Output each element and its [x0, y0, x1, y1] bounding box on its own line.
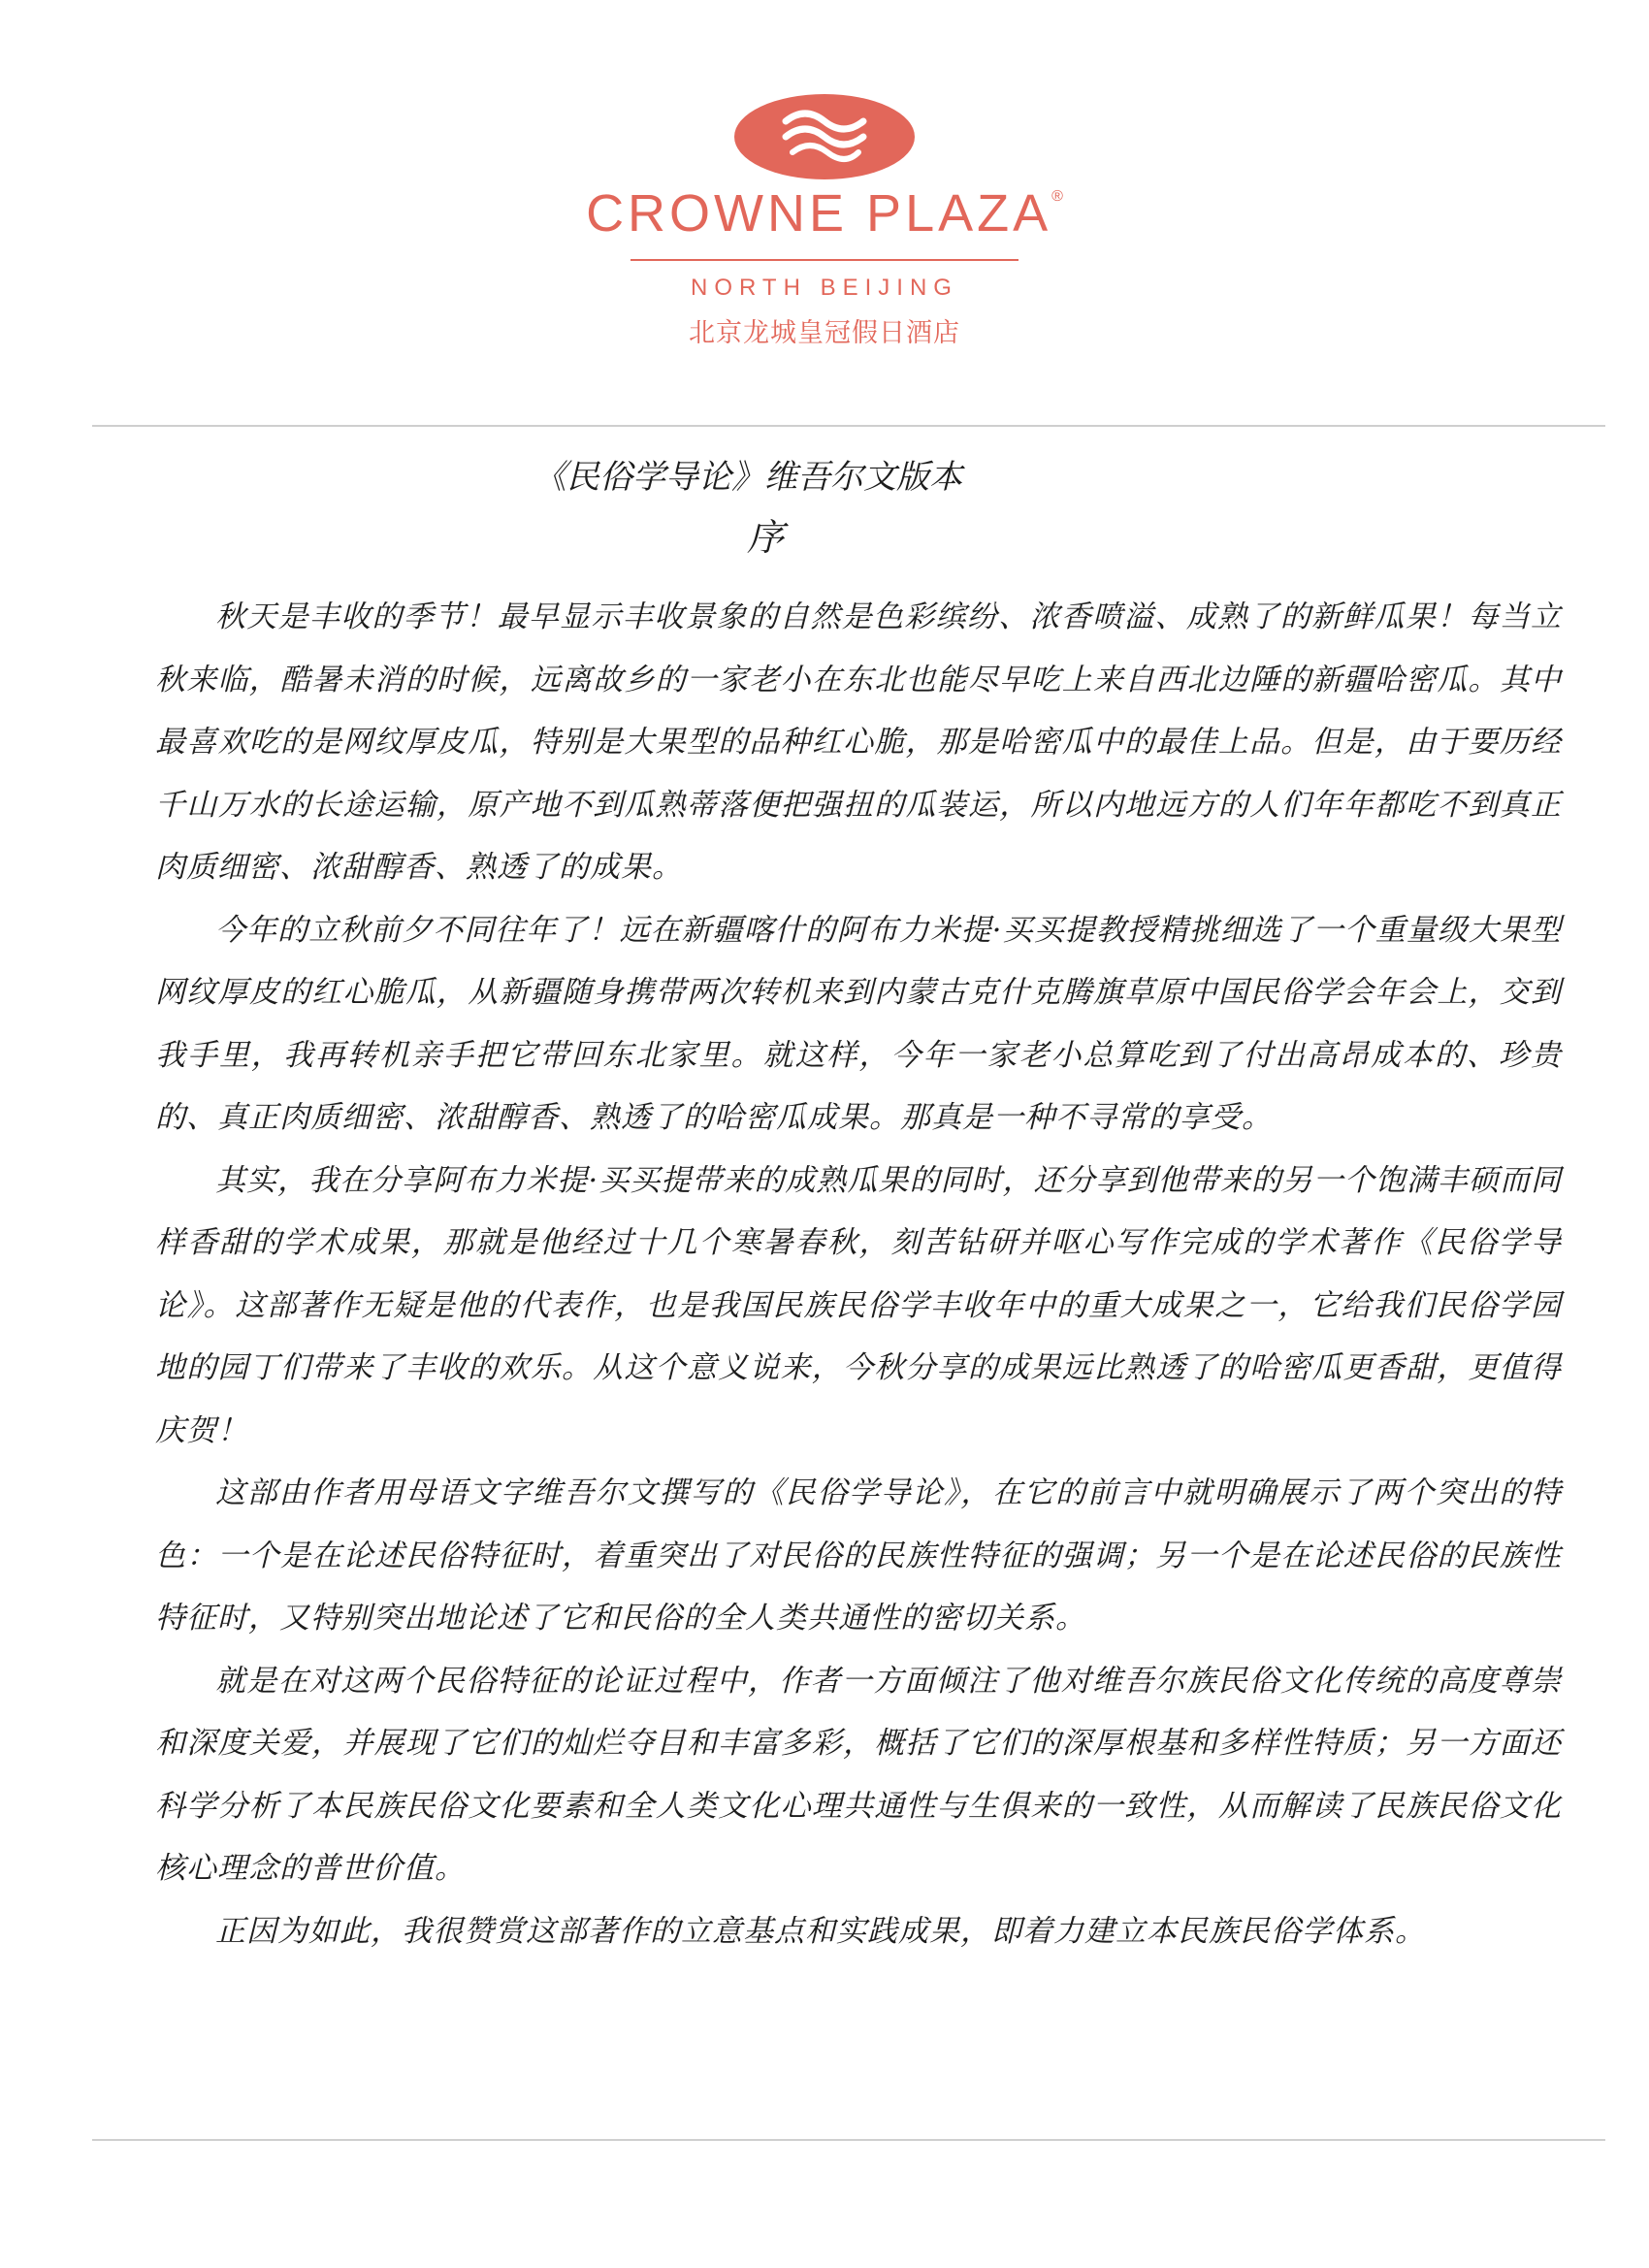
brand-divider — [630, 259, 1018, 261]
paragraph-6: 正因为如此，我很赞赏这部著作的立意基点和实践成果，即着力建立本民族民俗学体系。 — [215, 1913, 1426, 1949]
brand-name — [0, 184, 1649, 243]
letterhead — [0, 92, 1649, 349]
crowne-plaza-wave-logo-icon — [732, 92, 917, 181]
paragraph-2: 今年的立秋前夕不同往年了！远在新疆喀什的阿布力米提·买买提教授精挑细选了一个重量级大果型网纹厚皮的红心脆瓜，从新疆随身携带两次转机来到内蒙古克什克腾旗草原中国民俗学会年会上，交到我手里，我再转机亲手把它带回东北家里。就这样，今年一家老小总算吃到了付出高昂成本的、珍贵的、真正肉质细密、浓甜醇香、熟透了的哈密瓜成果。那真是一种不寻常的享受。 — [155, 912, 1562, 1135]
handwritten-manuscript — [155, 448, 1562, 1962]
brand-name-text: CROWNE PLAZA — [586, 184, 1052, 243]
paragraph-3: 其实，我在分享阿布力米提·买买提带来的成熟瓜果的同时，还分享到他带来的另一个饱满丰硕而同样香甜的学术成果，那就是他经过十几个寒暑春秋，刻苦钻研并呕心写作完成的学术著作《民俗学导论》。这部著作无疑是他的代表作，也是我国民族民俗学丰收年中的重大成果之一，它给我们民俗学园地的园丁们带来了丰收的欢乐。从这个意义说来，今秋分享的成果远比熟透了的哈密瓜更香甜，更值得庆贺！ — [155, 1162, 1562, 1448]
registered-mark: ® — [1051, 188, 1063, 205]
paragraph-5: 就是在对这两个民俗特征的论证过程中，作者一方面倾注了他对维吾尔族民俗文化传统的高度尊崇和深度关爱，并展现了它们的灿烂夺目和丰富多彩，概括了它们的深厚根基和多样性特质；另一方面还科学分析了本民族民俗文化要素和全人类文化心理共通性与生俱来的一致性，从而解读了民族民俗文化核心理念的普世价值。 — [155, 1663, 1562, 1886]
paragraph-1: 秋天是丰收的季节！最早显示丰收景象的自然是色彩缤纷、浓香喷溢、成熟了的新鲜瓜果！每当立秋来临，酷暑未消的时候，远离故乡的一家老小在东北也能尽早吃上来自西北边陲的新疆哈密瓜。其中最喜欢吃的是网纹厚皮瓜，特别是大果型的品种红心脆，那是哈密瓜中的最佳上品。但是，由于要历经千山万水的长途运输，原产地不到瓜熟蒂落便把强扭的瓜装运，所以内地远方的人们年年都吃不到真正肉质细密、浓甜醇香、熟透了的成果。 — [155, 599, 1562, 885]
document-subtitle: 序 — [747, 516, 785, 559]
bottom-divider — [92, 2139, 1605, 2141]
hotel-name-cn: 北京龙城皇冠假日酒店 — [689, 318, 960, 348]
document-title: 《民俗学导论》维吾尔文版本 — [534, 458, 962, 497]
hotel-location: NORTH BEIJING — [691, 275, 958, 301]
paragraph-4: 这部由作者用母语文字维吾尔文撰写的《民俗学导论》，在它的前言中就明确展示了两个突出的特色：一个是在论述民俗特征时，着重突出了对民俗的民族性特征的强调；另一个是在论述民俗的民族性特征时，又特别突出地论述了它和民俗的全人类共通性的密切关系。 — [155, 1475, 1562, 1636]
top-divider — [92, 425, 1605, 427]
